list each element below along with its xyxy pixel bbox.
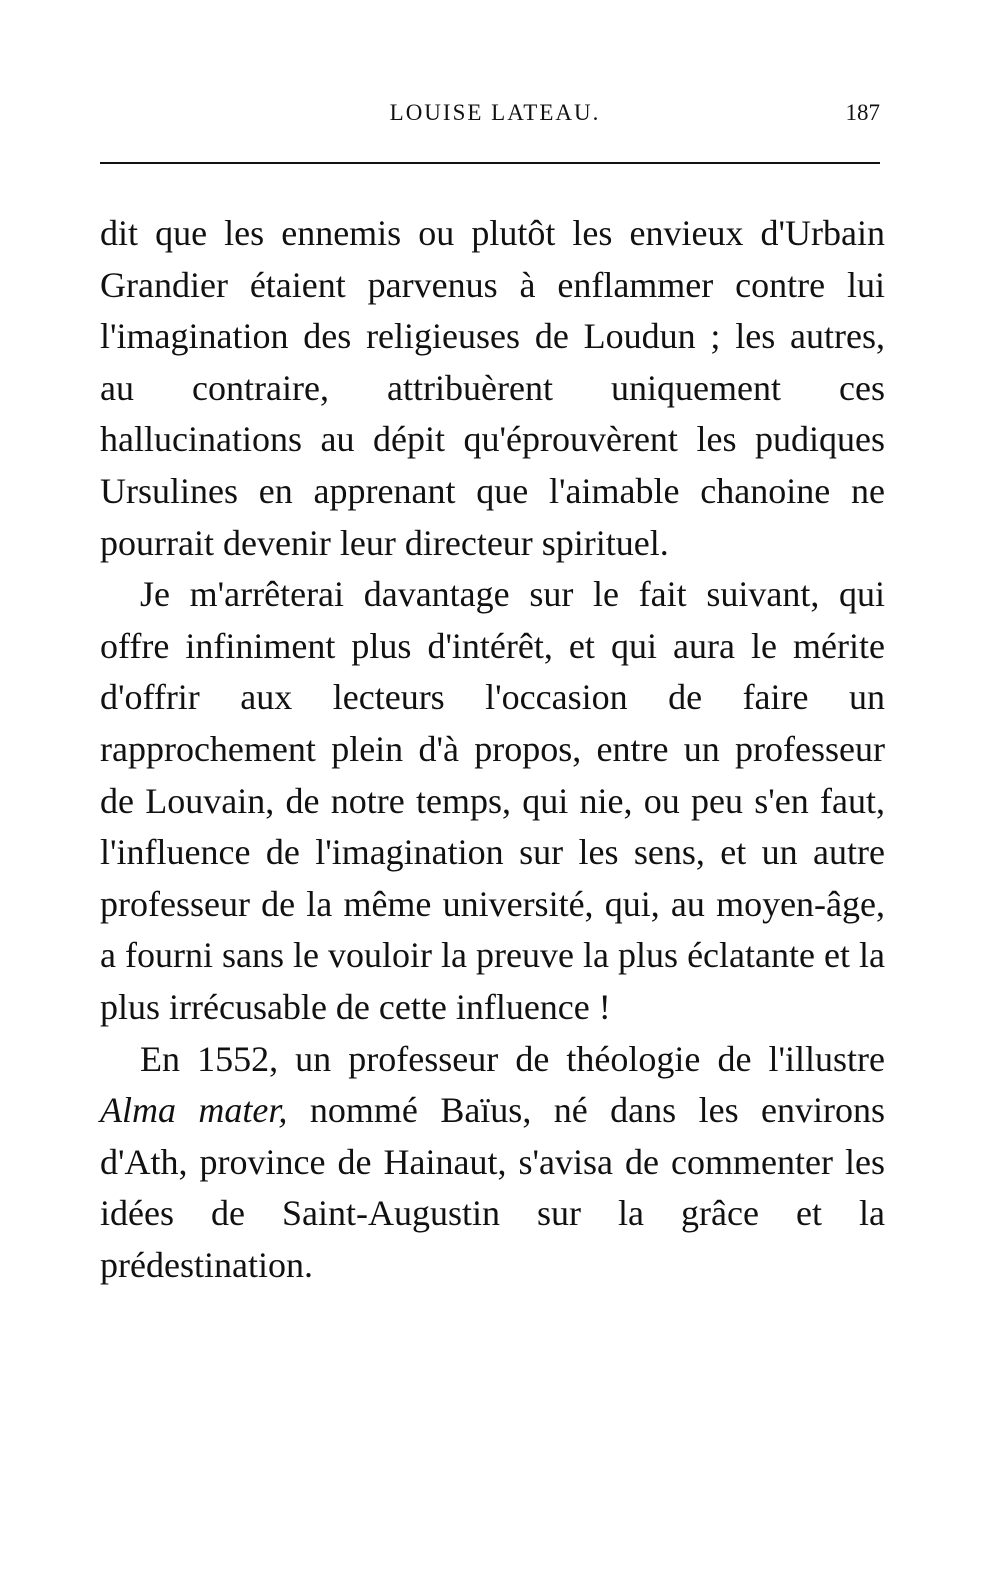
header-rule <box>100 162 880 164</box>
paragraph-1: dit que les ennemis ou plutôt les envieux d'Urbain Grandier étaient parvenus à enflammer contre lui l'imagination des religieuses de Loudun ; les autres, au contraire, attribuèrent uniquement ces hallucinations au dépit qu'éprouvèrent les pudiques Ursulines en apprenant que l'aimable chanoine ne pourrait devenir leur directeur spirituel. <box>100 213 885 563</box>
paragraph-3 <box>100 1034 885 1292</box>
page-number: 187 <box>845 100 880 125</box>
body-text <box>100 208 885 1291</box>
running-title: LOUISE LATEAU. <box>389 100 601 125</box>
paragraph-3-italic: Alma mater, <box>100 1090 288 1131</box>
running-head <box>100 96 890 132</box>
paragraph-2: Je m'arrêterai davantage sur le fait suivant, qui offre infiniment plus d'intérêt, et qui aura le mérite d'offrir aux lecteurs l'occasion de faire un rapprochement plein d'à propos, entre un professeur de Louvain, de notre temps, qui nie, ou peu s'en faut, l'influence de l'imagination sur les sens, et un autre professeur de la même université, qui, au moyen-âge, a fourni sans le vouloir la preuve la plus éclatante et la plus irrécusable de cette influence ! <box>100 574 885 1027</box>
paragraph-3-end: nommé Baïus, né dans les environs d'Ath, province de Hainaut, s'avisa de commenter les idées de Saint-Augustin sur la grâce et la prédestination. <box>100 1090 886 1285</box>
paragraph-3-start: En 1552, un professeur de théologie de l'illustre <box>140 1038 885 1079</box>
